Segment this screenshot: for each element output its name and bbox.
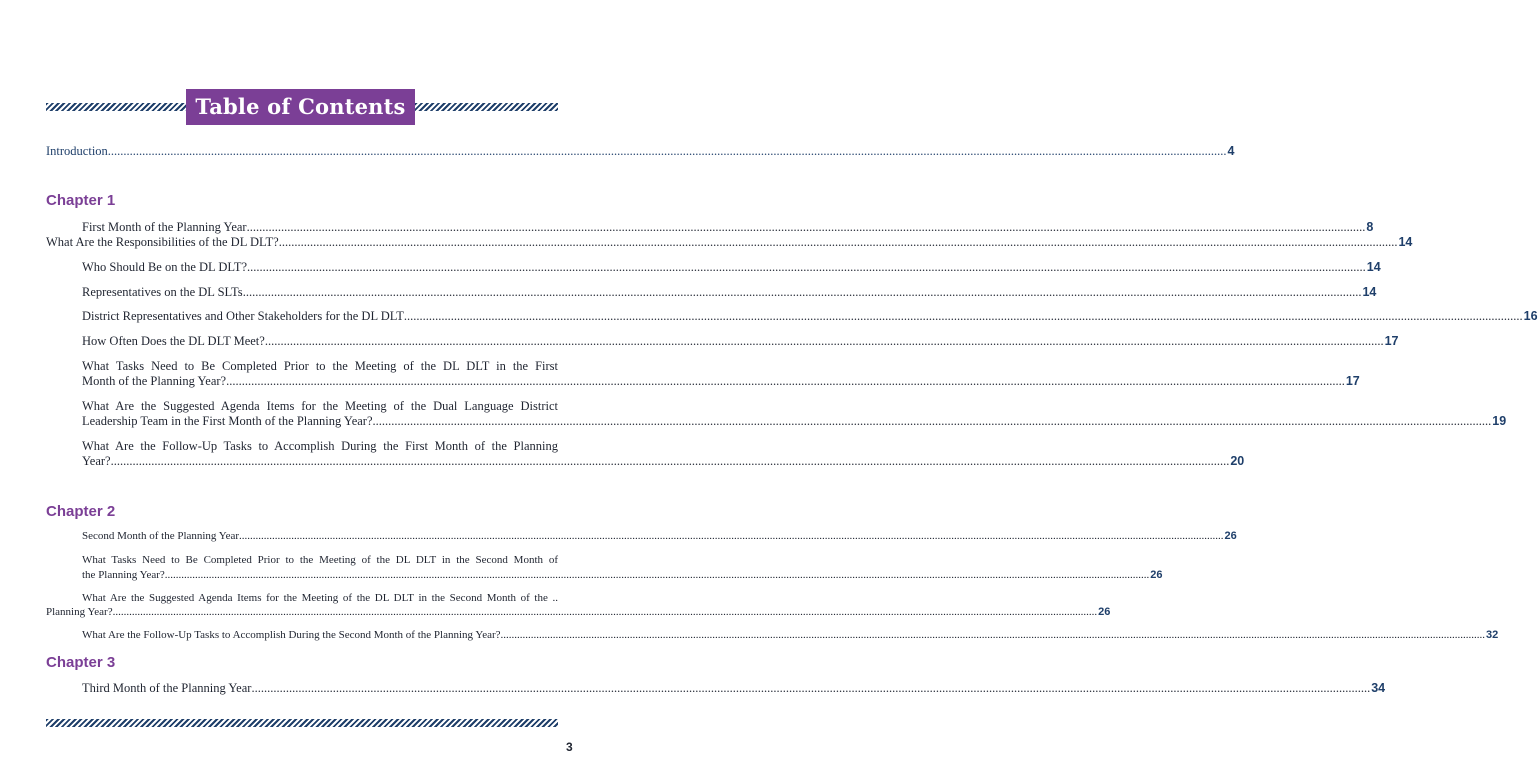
toc-entry[interactable] (82, 591, 558, 606)
toc-entry[interactable] (82, 681, 1386, 696)
toc-entry-label: First Month of the Planning Year (82, 220, 247, 234)
toc-entry-label-cont: Leadership Team in the First Month of the Planning Year? (82, 414, 373, 428)
toc-entry-label-cont: Month of the Planning Year? (82, 374, 227, 388)
toc-entry-label: What Are the Responsibilities of the DL DLT? (46, 235, 279, 249)
toc-entry-label: What Are the Follow-Up Tasks to Accomplish During the Second Month of the Planning Year? (82, 629, 501, 641)
toc-entry[interactable] (82, 439, 1245, 469)
toc-entry[interactable] (82, 399, 1507, 429)
toc-entry[interactable] (82, 334, 1399, 349)
toc-entry[interactable] (82, 220, 1374, 235)
toc-entry-label-cont: Planning Year? (46, 606, 113, 618)
toc-page-number: 17 (1384, 334, 1399, 348)
toc-page-number: 17 (1345, 374, 1360, 388)
toc-page-number: 26 (1150, 569, 1163, 581)
toc-entry-introduction[interactable] (46, 144, 1235, 159)
dot-leader (501, 628, 1486, 643)
toc-page-number: 4 (1227, 144, 1235, 158)
dot-leader (113, 605, 1098, 620)
chapter-heading-2: Chapter 2 (46, 503, 116, 520)
dot-leader (243, 285, 1362, 300)
toc-entry[interactable] (46, 235, 1413, 250)
toc-page-number: 14 (1362, 285, 1377, 299)
title-hatch-right (415, 103, 558, 111)
toc-entry-label-cont: the Planning Year? (82, 569, 165, 581)
chapter-heading-1: Chapter 1 (46, 192, 116, 209)
toc-entry-label: Who Should Be on the DL DLT? (82, 260, 248, 274)
toc-entry-label: Introduction (46, 144, 108, 158)
dot-leader (247, 260, 1366, 275)
dot-leader (111, 454, 1230, 469)
toc-page-number: 14 (1398, 235, 1413, 249)
toc-page-number: 14 (1366, 260, 1381, 274)
toc-entry[interactable] (82, 359, 1360, 389)
toc-entry-label: Second Month of the Planning Year (82, 530, 240, 542)
toc-entry-label: Representatives on the DL SLTs (82, 285, 243, 299)
toc-page-number: 19 (1492, 414, 1507, 428)
dot-leader (239, 529, 1224, 544)
toc-entry[interactable] (82, 628, 1499, 643)
page-title: Table of Contents (186, 89, 415, 125)
toc-page-number: 26 (1098, 606, 1111, 618)
toc-page-number: 8 (1366, 220, 1374, 234)
toc-entry-label: District Representatives and Other Stakeholders for the DL DLT (82, 309, 404, 323)
toc-entry-label: Third Month of the Planning Year (82, 681, 252, 695)
dot-leader (265, 334, 1384, 349)
toc-page-number: 26 (1224, 530, 1237, 542)
dot-leader (404, 309, 1523, 324)
toc-entry-label: What Are the Follow-Up Tasks to Accomplish During the First Month of the Planning (82, 439, 558, 453)
dot-leader (373, 414, 1492, 429)
toc-entry-label-cont: Year? (82, 454, 111, 468)
toc-entry[interactable] (82, 553, 1163, 583)
toc-entry[interactable] (82, 285, 1377, 300)
dot-leader (165, 568, 1150, 583)
toc-entry-label: What Are the Suggested Agenda Items for the Meeting of the Dual Language District (82, 399, 558, 413)
page-number: 3 (566, 740, 573, 754)
toc-entry-label: What Tasks Need to Be Completed Prior to the Meeting of the DL DLT in the Second Month of (82, 554, 558, 566)
chapter-heading-3: Chapter 3 (46, 654, 116, 671)
toc-page-number: 20 (1230, 454, 1245, 468)
toc-entry[interactable] (82, 309, 1538, 324)
toc-entry-label: What Are the Suggested Agenda Items for the Meeting of the DL DLT in the Second Month of the .. (82, 592, 558, 604)
toc-page-number: 32 (1486, 629, 1499, 641)
toc-page-number: 34 (1371, 681, 1386, 695)
dot-leader (226, 374, 1345, 389)
toc-entry[interactable] (82, 260, 1381, 275)
toc-entry-label: What Tasks Need to Be Completed Prior to the Meeting of the DL DLT in the First (82, 359, 558, 373)
dot-leader (251, 681, 1370, 696)
dot-leader (247, 220, 1366, 235)
dot-leader (279, 235, 1398, 250)
title-hatch-left (46, 103, 186, 111)
toc-entry[interactable] (82, 529, 1237, 544)
toc-entry-cont[interactable] (46, 605, 1111, 620)
toc-page-number: 16 (1523, 309, 1538, 323)
bottom-hatch (46, 719, 558, 727)
dot-leader (108, 144, 1227, 159)
toc-entry-label: How Often Does the DL DLT Meet? (82, 334, 265, 348)
